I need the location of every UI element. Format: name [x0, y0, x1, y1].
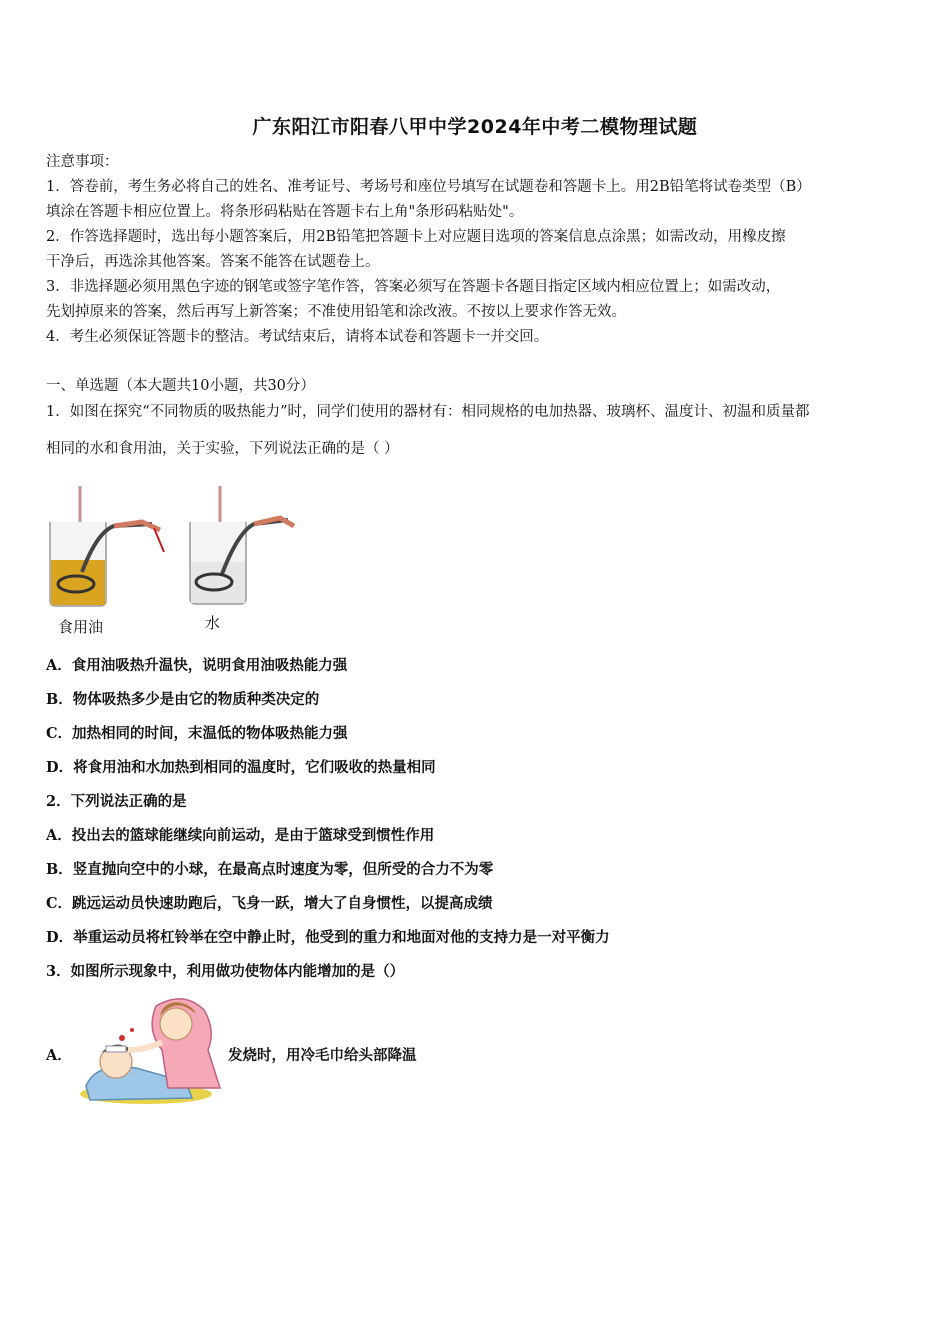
notice-line: 填涂在答题卡相应位置上。将条形码粘贴在答题卡右上角"条形码粘贴处"。	[46, 204, 524, 220]
oil-beaker-icon	[50, 486, 164, 606]
question-2-option-a[interactable]: A．投出去的篮球能继续向前运动，是由于篮球受到惯性作用	[46, 827, 435, 844]
question-1-option-d[interactable]: D．将食用油和水加热到相同的温度时，它们吸收的热量相同	[46, 759, 436, 776]
question-2-option-b[interactable]: B．竖直抛向空中的小球，在最高点时速度为零，但所受的合力不为零	[46, 861, 494, 878]
mother-child-icon	[80, 999, 220, 1104]
question-1-stem: 1．如图在探究“不同物质的吸热能力”时，同学们使用的器材有：相同规格的电加热器、玻璃杯、温度计、初温和质量都	[46, 404, 810, 420]
notice-line: 2．作答选择题时，选出每小题答案后，用2B铅笔把答题卡上对应题目选项的答案信息点涂黑；如需改动，用橡皮擦	[46, 229, 786, 245]
caption-oil: 食用油	[58, 618, 104, 636]
question-3-stem: 3．如图所示现象中，利用做功使物体内能增加的是（）	[46, 963, 405, 980]
notice-line: 干净后，再选涂其他答案。答案不能答在试题卷上。	[46, 254, 380, 270]
question-1-option-a[interactable]: A．食用油吸热升温快，说明食用油吸热能力强	[46, 657, 348, 674]
question-3-option-a-text[interactable]: 发烧时，用冷毛巾给头部降温	[228, 1047, 417, 1064]
notice-line: 先划掉原来的答案，然后再写上新答案；不准使用铅笔和涂改液。不按以上要求作答无效。	[46, 304, 626, 320]
page-title: 广东阳江市阳春八甲中学2024年中考二模物理试题	[252, 116, 698, 138]
caption-water: 水	[205, 614, 221, 632]
question-1-option-c[interactable]: C．加热相同的时间，末温低的物体吸热能力强	[46, 725, 348, 742]
notice-heading: 注意事项：	[46, 154, 119, 170]
question-3-option-a-label[interactable]: A．	[46, 1047, 72, 1064]
fever-cartoon-figure	[76, 990, 226, 1106]
notice-line: 3．非选择题必须用黑色字迹的钢笔或签字笔作答，答案必须写在答题卡各题目指定区域内相应位置上；如需改动，	[46, 279, 781, 295]
notice-line: 1．答卷前，考生务必将自己的姓名、准考证号、考场号和座位号填写在试题卷和答题卡上。用2B铅笔将试卷类型（B）	[46, 179, 811, 195]
question-2-stem: 2．下列说法正确的是	[46, 793, 187, 810]
section-heading: 一、单选题（本大题共10小题，共30分）	[46, 378, 315, 394]
water-beaker-icon	[190, 486, 294, 604]
notice-line: 4．考生必须保证答题卡的整洁。考试结束后，请将本试卷和答题卡一并交回。	[46, 329, 549, 345]
question-2-option-c[interactable]: C．跳远运动员快速助跑后，飞身一跃，增大了自身惯性，以提高成绩	[46, 895, 493, 912]
question-1-stem-cont: 相同的水和食用油，关于实验，下列说法正确的是（ ）	[46, 441, 399, 457]
question-1-option-b[interactable]: B．物体吸热多少是由它的物质种类决定的	[46, 691, 320, 708]
question-2-option-d[interactable]: D．举重运动员将杠铃举在空中静止时，他受到的重力和地面对他的支持力是一对平衡力	[46, 929, 610, 946]
